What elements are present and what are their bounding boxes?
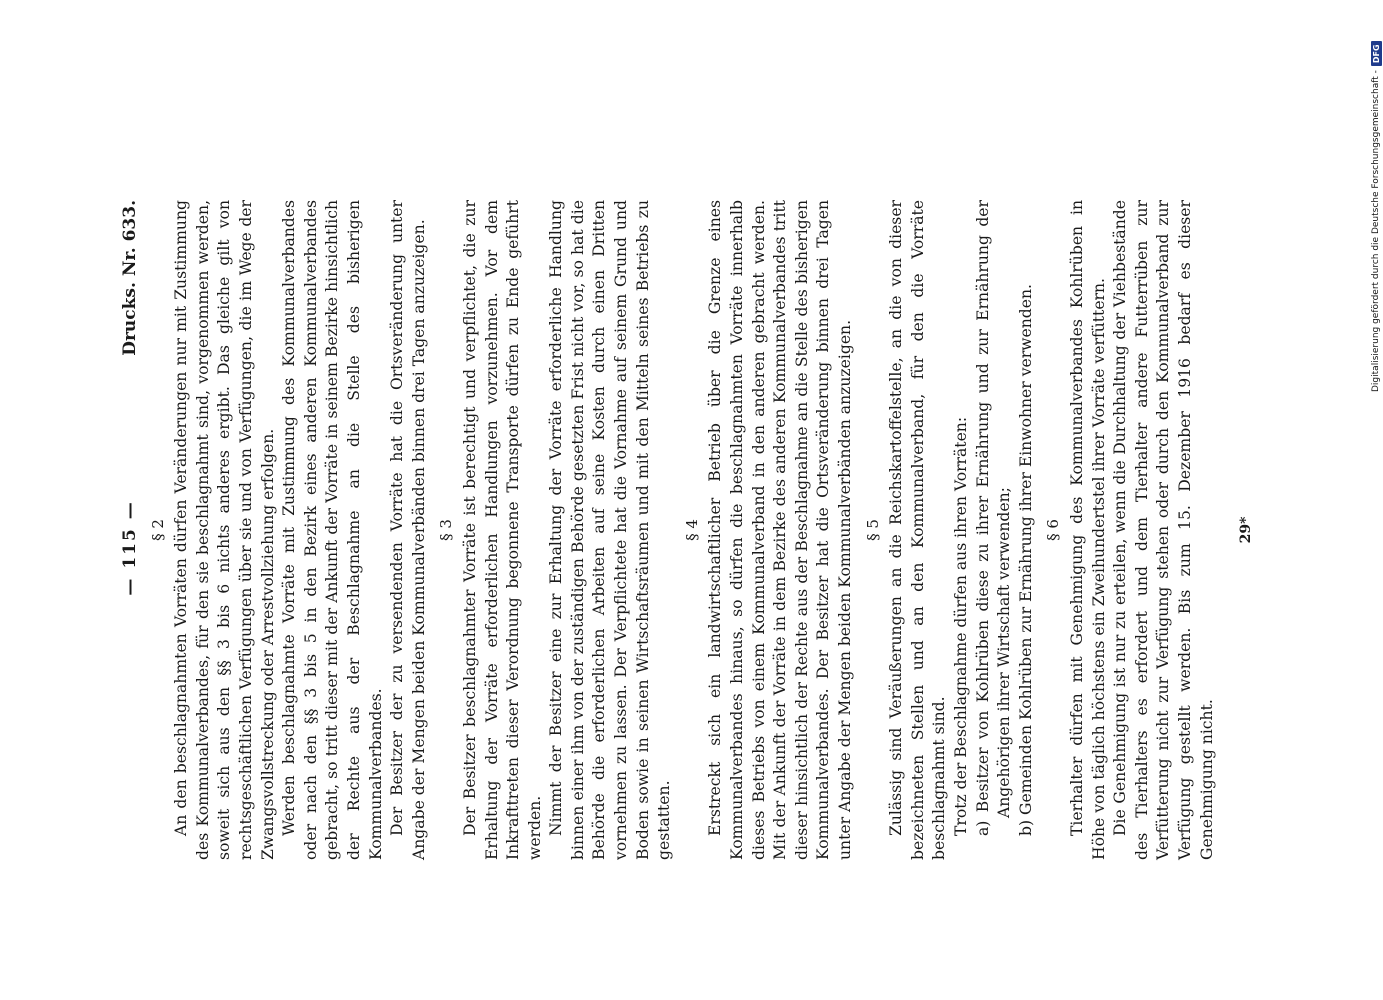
section-title: § 5	[863, 519, 882, 541]
section-6	[1043, 200, 1218, 860]
paragraph: Erstreckt sich ein landwirtschaftlicher Betrieb über die Grenze eines Kommunalverbandes hinaus, so dürfen die beschlagnahmten Vorräte innerhalb dieses Betriebs von einem Kommunalverband in den anderen gebracht werden. Mit der Ankunft der Vorräte in dem Bezirke des anderen Kommunalverbandes tritt dieser hinsichtlich der Rechte aus der Beschlagnahme an die Stelle des bisherigen Kommunalverbandes. Der Besitzer hat die Ortsveränderung binnen drei Tagen unter Angabe der Mengen beiden Kommunalverbänden anzuzeigen.	[706, 200, 854, 860]
signature-mark: 29*	[1238, 516, 1255, 544]
credit-text: Digitalisierung gefördert durch die Deutsche Forschungsgemeinschaft -	[1371, 70, 1381, 392]
section-3	[436, 200, 676, 860]
section-title: § 3	[437, 519, 456, 541]
credit-rotated	[1365, 2, 1383, 392]
digitization-credit	[1361, 0, 1383, 1000]
paragraph: Trotz der Beschlagnahme dürfen aus ihren Vorräten:	[951, 416, 970, 836]
page-number: — 115 —	[120, 500, 140, 596]
rotated-document-page	[120, 0, 1255, 1000]
paragraph: Die Genehmigung ist nur zu erteilen, wenn die Durchhaltung der Viehbestände des Tierhalters es erfordert und dem Tierhalter andere Futterrüben zur Verfütterung nicht zur Verfügung stehen oder durch den Kommunalverband zur Verfügung gestellt werden. Bis zum 15. Dezember 1916 bedarf es dieser Genehmigung nicht.	[1111, 200, 1216, 860]
section-title: § 4	[682, 519, 701, 541]
exemption-list	[973, 200, 1038, 836]
drucksache-number: Drucks. Nr. 633.	[120, 200, 140, 356]
section-2	[148, 200, 431, 860]
page-content-rotated	[120, 200, 1255, 860]
page-text-block	[120, 200, 1258, 860]
section-title: § 2	[148, 519, 167, 541]
paragraph: Der Besitzer der zu versendenden Vorräte hat die Ortsveränderung unter Angabe der Mengen beiden Kommunalverbänden binnen drei Tagen anzuzeigen.	[388, 200, 428, 860]
paragraph: Der Besitzer beschlagnahmter Vorräte ist berechtigt und verpflichtet, die zur Erhaltung der Vorräte erforderlichen Handlungen vorzunehmen. Vor dem Inkrafttreten dieser Verordnung begonnene Transporte dürfen zu Ende geführt werden.	[460, 200, 544, 860]
list-item: a) Besitzer von Kohlrüben diese zu ihrer Ernährung und zur Ernährung der Angehörigen ihrer Wirtschaft verwenden;	[973, 200, 1014, 836]
dfg-logo: DFG	[1371, 41, 1382, 66]
page-header	[120, 200, 142, 860]
paragraph: Werden beschlagnahmte Vorräte mit Zustimmung des Kommunalverbandes oder nach den §§ 3 bis 5 in den Bezirk eines anderen Kommunalverbandes gebracht, so tritt dieser mit der Ankunft der Vorräte in seinem Bezirke hinsichtlich der Rechte aus der Beschlagnahme an die Stelle des bisherigen Kommunalverbandes.	[280, 200, 385, 860]
section-5	[863, 200, 1038, 860]
paragraph: Zulässig sind Veräußerungen an die Reichskartoffelstelle, an die von dieser bezeichneten Stellen und an den Kommunalverband, für den die Vorräte beschlagnahmt sind.	[887, 200, 949, 860]
paragraph: Tierhalter dürfen mit Genehmigung des Kommunalverbandes Kohlrüben in Höhe von täglich höchstens ein Zweihundertstel ihrer Vorräte verfüttern.	[1067, 200, 1108, 860]
paragraph: An den beschlagnahmten Vorräten dürfen Veränderungen nur mit Zustimmung des Kommunalverbandes, für den sie beschlagnahmt sind, vorgenommen werden, soweit sich aus den §§ 3 bis 6 nichts anderes ergibt. Das gleiche gilt von rechtsgeschäftlichen Verfügungen über sie und von Verfügungen, die im Wege der Zwangsvollstreckung oder Arrestvollziehung erfolgen.	[172, 200, 277, 860]
list-item: b) Gemeinden Kohlrüben zur Ernährung ihrer Einwohner verwenden.	[1016, 283, 1035, 836]
section-title: § 6	[1044, 519, 1063, 541]
section-4	[682, 200, 857, 860]
paragraph: Nimmt der Besitzer eine zur Erhaltung der Vorräte erforderliche Handlung binnen einer ihm von der zuständigen Behörde gesetzten Frist nicht vor, so hat die Behörde die erforderlichen Arbeiten auf seine Kosten durch einen Dritten vornehmen zu lassen. Der Verpflichtete hat die Vornahme auf seinem Grund und Boden sowie in seinen Wirtschaftsräumen und mit den Mitteln seines Betriebs zu gestatten.	[547, 200, 674, 860]
